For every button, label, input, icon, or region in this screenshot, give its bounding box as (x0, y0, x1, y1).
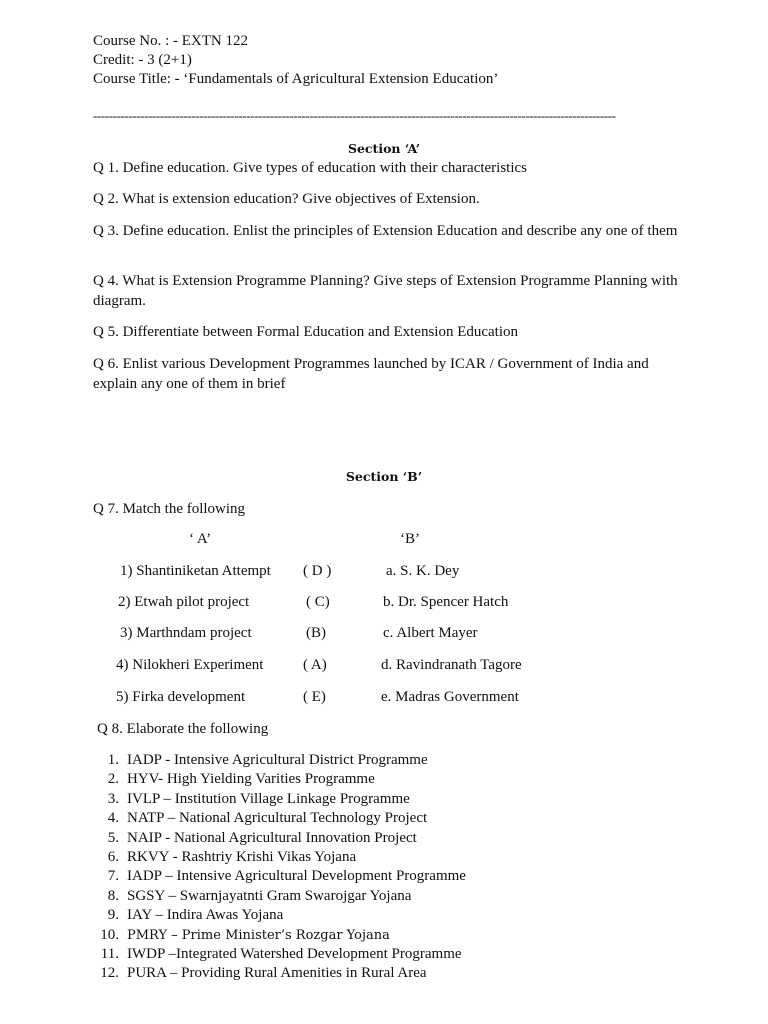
match-row-3-a: 3) Marthndam project (120, 625, 252, 641)
list-item-text: NATP – National Agricultural Technology Project (127, 810, 428, 827)
list-item-number: 9. (107, 907, 119, 924)
match-row-5-answer: ( E) (303, 689, 326, 705)
list-item (93, 887, 466, 906)
list-item-number: 5. (107, 829, 119, 846)
list-item-number: 10. (100, 926, 119, 943)
list-item (93, 964, 466, 983)
match-row-4-a: 4) Nilokheri Experiment (116, 657, 264, 673)
list-item (93, 867, 466, 886)
question-5: Q 5. Differentiate between Formal Education and Extension Education (93, 324, 519, 340)
list-item (93, 770, 466, 789)
match-row-2-a: 2) Etwah pilot project (118, 594, 250, 610)
list-item (93, 945, 466, 964)
match-row-3-answer: (B) (306, 625, 326, 641)
list-item-text: IADP – Intensive Agricultural Development Programme (127, 868, 466, 885)
list-item-text: PMRY – Prime Minister’s Rozgar Yojana (127, 927, 390, 943)
course-number: Course No. : - EXTN 122 (93, 33, 248, 49)
list-item (93, 848, 466, 867)
question-8-title: Q 8. Elaborate the following (97, 721, 269, 737)
match-row-2-b: b. Dr. Spencer Hatch (383, 594, 509, 610)
list-item-number: 4. (107, 810, 119, 827)
match-row-5-a: 5) Firka development (116, 689, 246, 705)
list-item-number: 2. (107, 771, 119, 788)
match-row-1-b: a. S. K. Dey (386, 563, 460, 579)
question-3: Q 3. Define education. Enlist the principles of Extension Education and describe any one of them (93, 223, 678, 239)
list-item-text: NAIP - National Agricultural Innovation Project (127, 829, 417, 846)
list-item-number: 12. (100, 965, 119, 982)
list-item-number: 6. (107, 848, 119, 865)
dashed-divider: ------------------------------------------------------------------------------------------------------------------------------------- (93, 108, 616, 123)
list-item (93, 926, 466, 945)
list-item-text: SGSY – Swarnjayatnti Gram Swarojgar Yojana (127, 887, 412, 904)
list-item-text: IWDP –Integrated Watershed Development Programme (127, 945, 462, 962)
question-2: Q 2. What is extension education? Give objectives of Extension. (93, 191, 480, 207)
list-item (93, 906, 466, 925)
list-item-number: 1. (107, 752, 119, 768)
list-item-number: 3. (107, 790, 119, 807)
list-item-text: IVLP – Institution Village Linkage Programme (127, 790, 410, 807)
match-row-1-a: 1) Shantiniketan Attempt (120, 563, 271, 579)
programme-list (93, 751, 466, 984)
list-item (93, 790, 466, 809)
match-row-5-b: e. Madras Government (381, 689, 519, 705)
course-title: Course Title: - ‘Fundamentals of Agricultural Extension Education’ (93, 71, 499, 87)
list-item (93, 829, 466, 848)
list-item-text: PURA – Providing Rural Amenities in Rural Area (127, 965, 427, 982)
match-row-2-answer: ( C) (306, 594, 330, 610)
course-credit: Credit: - 3 (2+1) (93, 52, 192, 68)
match-row-4-b: d. Ravindranath Tagore (381, 657, 522, 673)
list-item (93, 751, 466, 770)
list-item-number: 7. (107, 868, 119, 885)
match-row-4-answer: ( A) (303, 657, 327, 673)
match-column-b-header: ‘B’ (400, 531, 420, 547)
question-4: Q 4. What is Extension Programme Planning? Give steps of Extension Programme Planning with diagram. (93, 273, 678, 309)
list-item (93, 809, 466, 828)
section-b-title: Section ‘B’ (345, 469, 423, 484)
list-item-number: 8. (107, 887, 119, 904)
list-item-number: 11. (100, 945, 119, 962)
list-item-text: HYV- High Yielding Varities Programme (127, 771, 375, 788)
question-1: Q 1. Define education. Give types of education with their characteristics (93, 160, 528, 176)
list-item-text: RKVY - Rashtriy Krishi Vikas Yojana (127, 848, 357, 865)
section-a-title: Section ‘A’ (347, 141, 421, 156)
match-row-3-b: c. Albert Mayer (383, 625, 478, 641)
match-column-a-header: ‘ A’ (189, 531, 212, 547)
question-6: Q 6. Enlist various Development Programmes launched by ICAR / Government of India and explain any one of them in brief (93, 356, 649, 392)
match-row-1-answer: ( D ) (303, 563, 332, 579)
question-7-title: Q 7. Match the following (93, 501, 246, 517)
list-item-text: IAY – Indira Awas Yojana (127, 907, 284, 924)
list-item-text: IADP - Intensive Agricultural District Programme (127, 752, 428, 768)
